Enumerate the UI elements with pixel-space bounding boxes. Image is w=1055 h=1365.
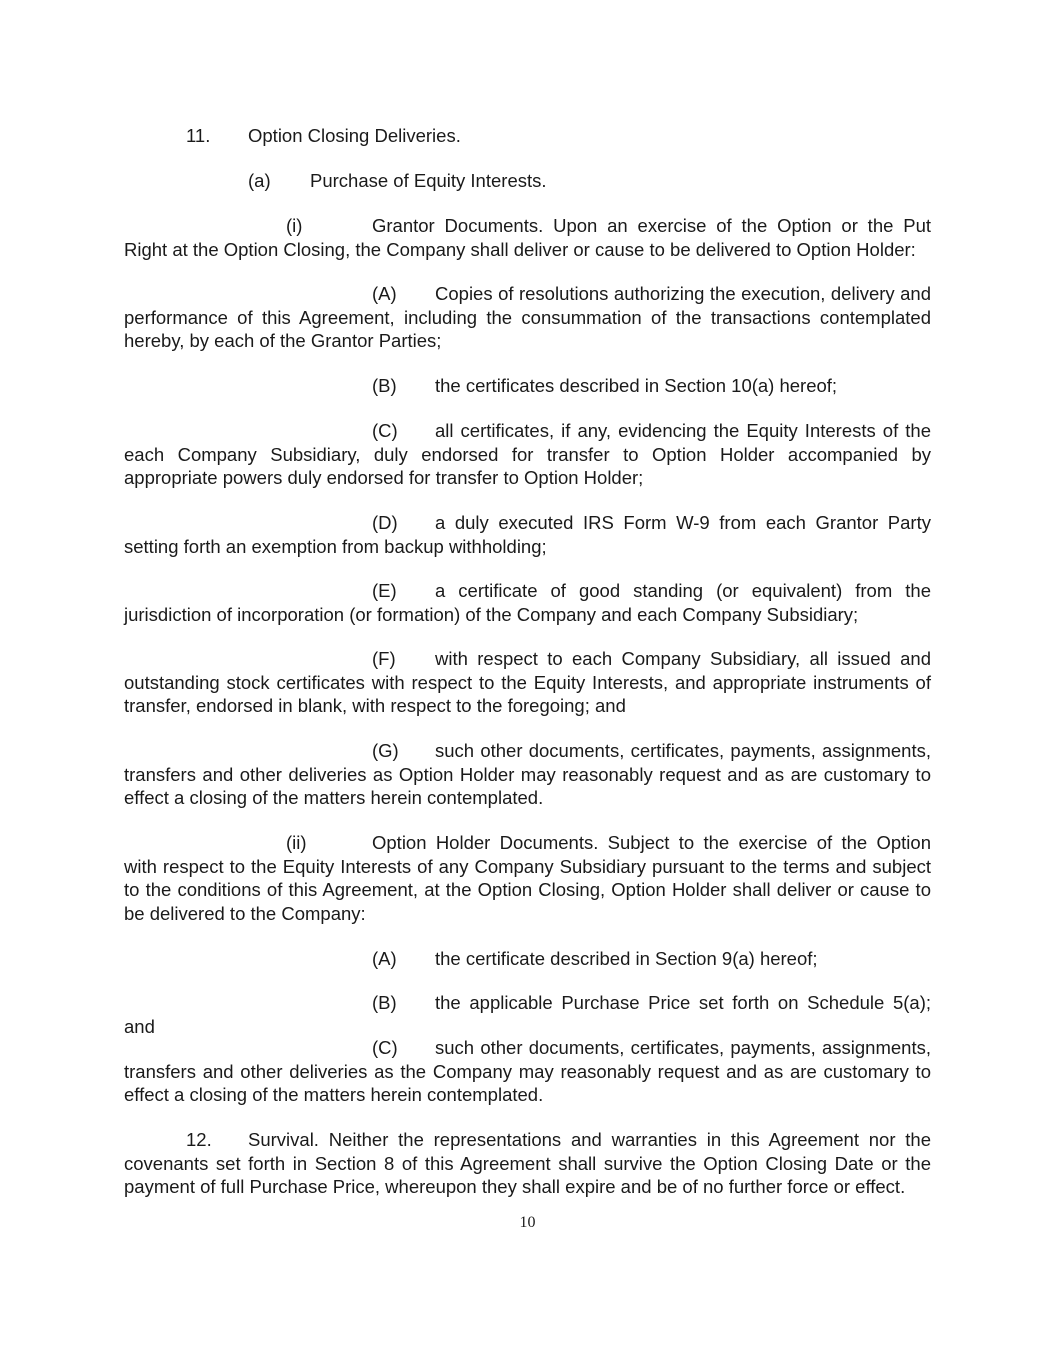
item-text: the certificate described in Section 9(a) hereof; <box>435 948 818 969</box>
section-heading: Option Closing Deliveries. <box>248 125 461 146</box>
item-label: (F) <box>372 648 396 669</box>
grantor-item <box>124 647 931 718</box>
section-number: 12. <box>186 1129 212 1150</box>
grantor-item <box>124 419 931 490</box>
grantor-item <box>124 511 931 558</box>
clause-text: Option Holder Documents. Subject to the exercise of the Option with respect to the Equity Interests of any Company Subsidiary pursuant to the terms and subject to the conditions of this Agreement, at the Option Closing, Option Holder shall deliver or cause to be delivered to the Company: <box>124 832 931 924</box>
item-label: (E) <box>372 580 397 601</box>
subsection-a-heading <box>124 169 931 193</box>
section-12-paragraph <box>124 1128 931 1199</box>
item-text: a duly executed IRS Form W-9 from each Grantor Party setting forth an exemption from backup withholding; <box>124 512 931 557</box>
holder-item <box>124 947 931 971</box>
section-text: Survival. Neither the representations and warranties in this Agreement nor the covenants set forth in Section 8 of this Agreement shall survive the Option Closing Date or the payment of full Purchase Price, whereupon they shall expire and be of no further force or effect. <box>124 1129 931 1197</box>
clause-text: Grantor Documents. Upon an exercise of the Option or the Put Right at the Option Closing, the Company shall deliver or cause to be delivered to Option Holder: <box>124 215 931 260</box>
item-text: with respect to each Company Subsidiary, all issued and outstanding stock certificates with respect to the Equity Interests, and appropriate instruments of transfer, endorsed in blank, with respect to the foregoing; and <box>124 648 931 716</box>
item-label: (B) <box>372 992 397 1013</box>
subsection-heading: Purchase of Equity Interests. <box>310 170 547 191</box>
item-label: (G) <box>372 740 399 761</box>
item-text: all certificates, if any, evidencing the Equity Interests of the each Company Subsidiary, duly endorsed for transfer to Option Holder accompanied by appropriate powers duly endorsed for transfer to Option Holder; <box>124 420 931 488</box>
option-holder-documents-paragraph <box>124 831 931 925</box>
item-label: (B) <box>372 375 397 396</box>
item-label: (C) <box>372 1037 398 1058</box>
item-label: (A) <box>372 283 397 304</box>
item-text: the applicable Purchase Price set forth on Schedule 5(a); and <box>124 992 931 1037</box>
subsection-label: (a) <box>248 170 271 191</box>
item-text: such other documents, certificates, payments, assignments, transfers and other deliveries as Option Holder may reasonably request and as are customary to effect a closing of the matters herein contemplated. <box>124 740 931 808</box>
section-number: 11. <box>186 125 211 146</box>
page-number: 10 <box>519 1214 536 1231</box>
item-label: (C) <box>372 420 398 441</box>
grantor-item <box>124 282 931 353</box>
holder-item <box>124 991 931 1038</box>
item-text: such other documents, certificates, payments, assignments, transfers and other deliveries as the Company may reasonably request and as are customary to effect a closing of the matters herein contemplated. <box>124 1037 931 1105</box>
item-text: the certificates described in Section 10(a) hereof; <box>435 375 838 396</box>
grantor-item <box>124 739 931 810</box>
clause-label: (ii) <box>286 832 307 853</box>
grantor-item <box>124 579 931 626</box>
item-label: (D) <box>372 512 398 533</box>
item-text: a certificate of good standing (or equivalent) from the jurisdiction of incorporation (or formation) of the Company and each Company Subsidiary; <box>124 580 931 625</box>
section-11-heading <box>124 124 931 148</box>
grantor-documents-paragraph <box>124 214 931 261</box>
item-text: Copies of resolutions authorizing the execution, delivery and performance of this Agreement, including the consummation of the transactions contemplated hereby, by each of the Grantor Parties; <box>124 283 931 351</box>
holder-item <box>124 1036 931 1107</box>
clause-label: (i) <box>286 215 303 236</box>
grantor-item <box>124 374 931 398</box>
item-label: (A) <box>372 948 397 969</box>
